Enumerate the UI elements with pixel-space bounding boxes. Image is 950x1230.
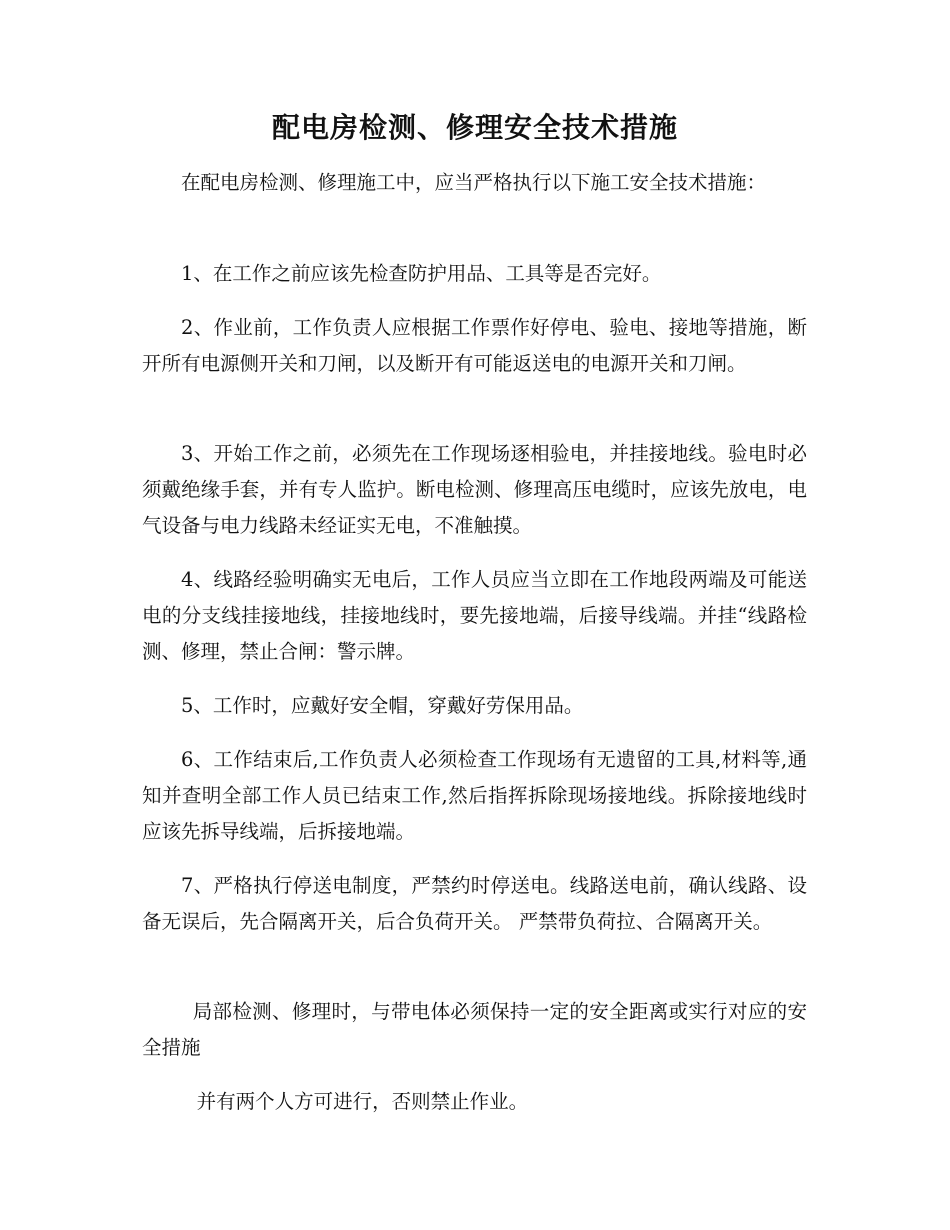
paragraph-item-4: 4、线路经验明确实无电后，工作人员应当立即在工作地段两端及可能送电的分支线挂接地线，挂接地线时，要先接地端，后接导线端。并挂“线路检测、修理，禁止合闸：警示牌。 <box>142 568 807 663</box>
paragraph-item-2: 2、作业前，工作负责人应根据工作票作好停电、验电、接地等措施，断开所有电源侧开关和刀闸，以及断开有可能返送电的电源开关和刀闸。 <box>142 316 807 375</box>
paragraph-closing: 并有两个人方可进行，否则禁止作业。 <box>196 1090 529 1113</box>
paragraph-item-6: 6、工作结束后,工作负责人必须检查工作现场有无遗留的工具,材料等,通知并查明全部工作人员已结束工作,然后指挥拆除现场接地线。拆除接地线时应该先拆导线端，后拆接地端。 <box>142 748 807 843</box>
paragraph-item-1: 1、在工作之前应该先检查防护用品、工具等是否完好。 <box>181 262 662 285</box>
paragraph-intro: 在配电房检测、修理施工中，应当严格执行以下施工安全技术措施： <box>181 171 767 194</box>
paragraph-local-work: 局部检测、修理时，与带电体必须保持一定的安全距离或实行对应的安全措施 <box>142 1000 807 1059</box>
document-title: 配电房检测、修理安全技术措施 <box>271 111 678 144</box>
paragraph-item-7: 7、严格执行停送电制度，严禁约时停送电。线路送电前，确认线路、设备无误后，先合隔离开关，后合负荷开关。 严禁带负荷拉、合隔离开关。 <box>142 874 807 933</box>
paragraph-item-5: 5、工作时，应戴好安全帽，穿戴好劳保用品。 <box>181 694 584 717</box>
paragraph-item-3: 3、开始工作之前，必须先在工作现场逐相验电，并挂接地线。验电时必须戴绝缘手套，并有专人监护。断电检测、修理高压电缆时，应该先放电，电气设备与电力线路未经证实无电，不准触摸。 <box>142 442 807 537</box>
